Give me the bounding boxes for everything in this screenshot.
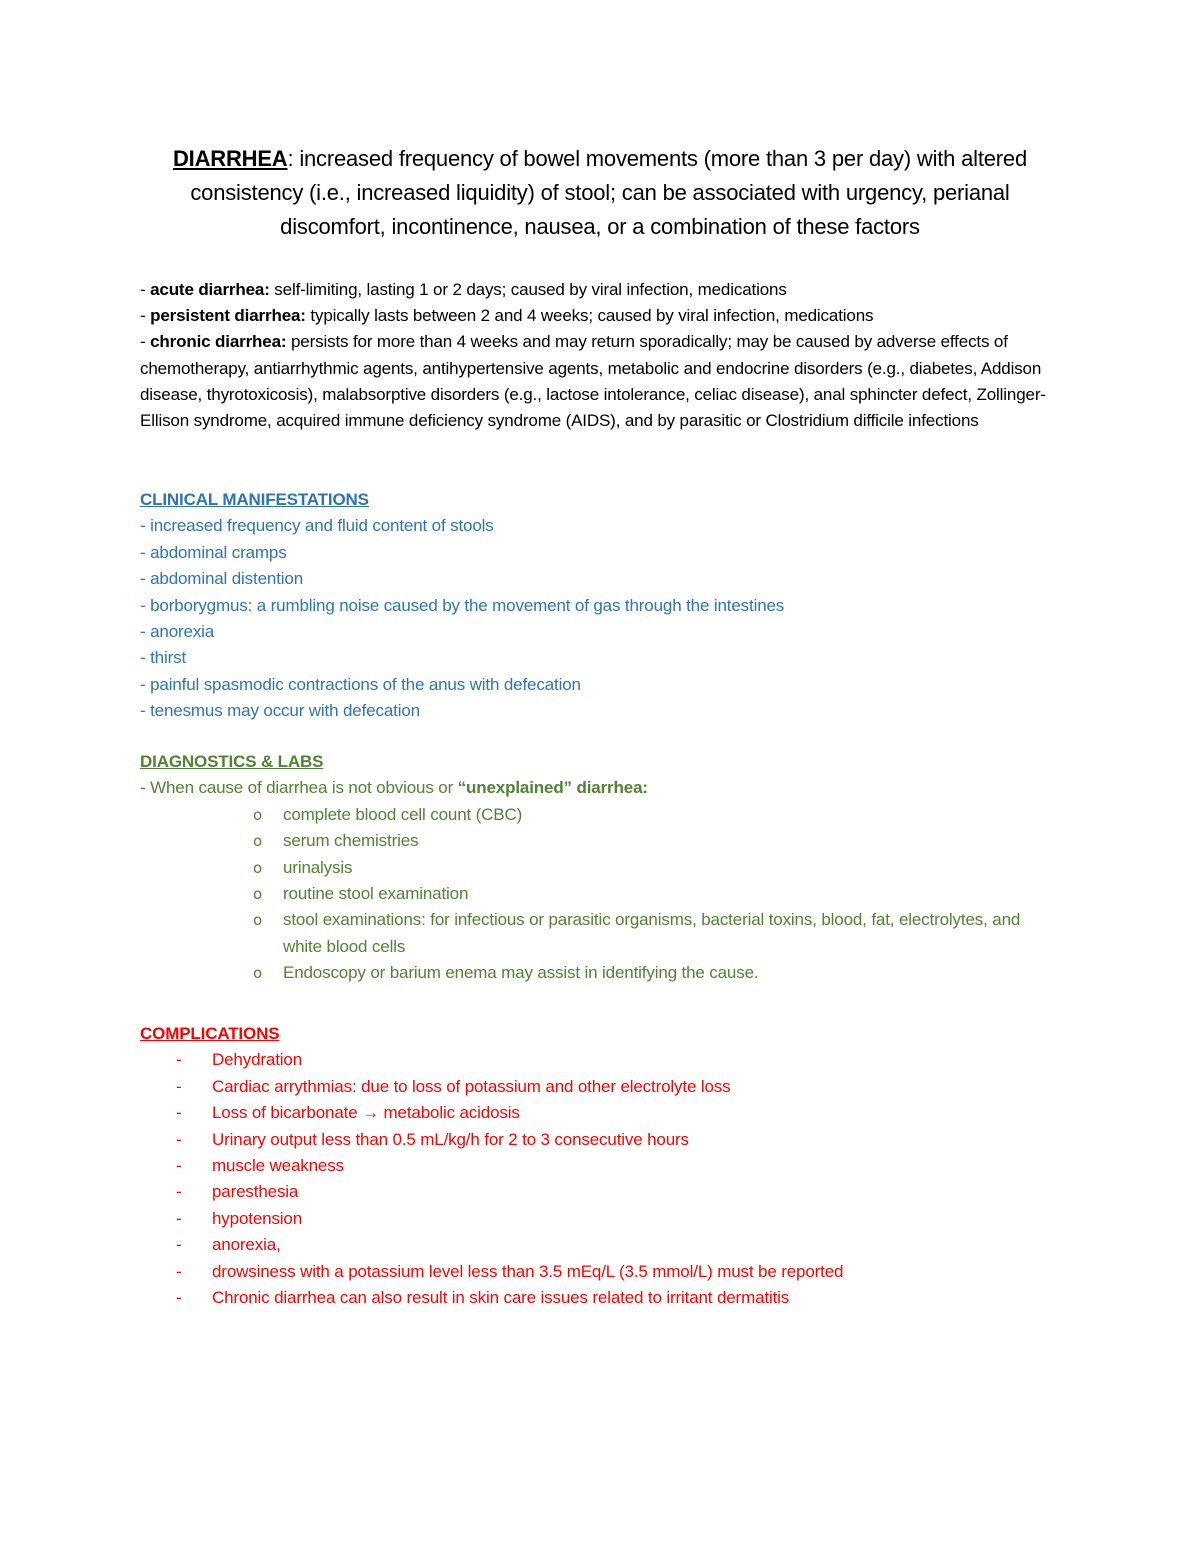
list-item-text: drowsiness with a potassium level less than 3.5 mEq/L (3.5 mmol/L) must be reported [212,1261,844,1281]
clinical-manifestations-section [140,487,1080,725]
type-text: typically lasts between 2 and 4 weeks; caused by viral infection, medications [305,306,874,326]
list-item [140,1127,1080,1153]
list-item [140,1047,1080,1073]
list-item: - borborygmus: a rumbling noise caused by the movement of gas through the intestines [140,595,785,615]
list-item: - abdominal distention [140,569,304,589]
type-dash: - [140,280,151,299]
list-item-text: Cardiac arrythmias: due to loss of potassium and other electrolyte loss [212,1076,731,1096]
list-item-text: Loss of bicarbonate → metabolic acidosis [212,1103,520,1123]
list-item [140,881,1063,907]
list-item-text: Urinary output less than 0.5 mL/kg/h for 2 to 3 consecutive hours [212,1129,689,1149]
list-item-text: hypotension [212,1208,303,1228]
list-item-text: paresthesia [212,1182,299,1202]
list-item-text: routine stool examination [283,884,469,904]
title-term: DIARRHEA [172,146,288,171]
type-item-chronic [140,329,1070,434]
bullet-icon: o [253,805,263,824]
dash-icon: - [176,1208,182,1228]
list-item [140,1206,1080,1232]
bullet-icon: o [253,858,263,877]
dash-icon: - [176,1261,182,1281]
complications-section [140,1021,1080,1311]
list-item [140,1259,1080,1285]
type-item-persistent [140,303,1070,329]
list-item-text: muscle weakness [212,1156,344,1176]
list-item: - abdominal cramps [140,542,287,562]
list-item-text: Endoscopy or barium enema may assist in identifying the cause. [283,963,759,983]
bullet-icon: o [253,832,263,851]
list-item-text: stool examinations: for infectious or parasitic organisms, bacterial toxins, blood, fat, electrolytes, and white blood cells [283,910,1021,956]
list-item [140,828,1063,854]
list-item [140,855,1063,881]
intro-text: - When cause of diarrhea is not obvious or [140,778,458,798]
diagnostics-intro [140,775,1080,801]
dash-icon: - [176,1103,182,1123]
type-dash: - [140,332,151,352]
clinical-heading: CLINICAL MANIFESTATIONS [140,490,369,509]
list-item-text: Chronic diarrhea can also result in skin care issues related to irritant dermatitis [212,1288,790,1308]
diagnostics-section [140,749,1080,987]
list-item: - anorexia [140,622,215,642]
type-dash: - [140,306,151,326]
list-item [140,1285,1080,1311]
diarrhea-types [140,277,1070,434]
list-item-text: complete blood cell count (CBC) [283,804,523,824]
list-item: - painful spasmodic contractions of the anus with defecation [140,674,581,694]
type-label: acute diarrhea: [150,280,270,299]
list-item-text: urinalysis [283,857,353,877]
intro-bold: “unexplained” diarrhea: [457,778,648,798]
list-item-text: anorexia, [212,1235,281,1255]
type-label: persistent diarrhea: [150,306,306,326]
list-item [140,1100,1080,1126]
list-item [140,1179,1080,1205]
type-label: chronic diarrhea: [150,332,287,352]
list-item [140,1074,1080,1100]
complications-heading: COMPLICATIONS [140,1024,280,1043]
list-item: - increased frequency and fluid content of stools [140,516,494,536]
type-item-acute [140,277,1070,303]
dash-icon: - [176,1288,182,1308]
bullet-icon: o [253,885,263,904]
dash-icon: - [176,1076,182,1096]
list-item [140,1153,1080,1179]
list-item: - tenesmus may occur with defecation [140,701,420,721]
dash-icon: - [176,1156,182,1176]
page-title [140,142,1060,244]
dash-icon: - [176,1129,182,1149]
list-item-text: Dehydration [212,1050,303,1070]
diagnostics-heading: DIAGNOSTICS & LABS [140,752,324,771]
list-item [140,1232,1080,1258]
list-item [140,802,1063,828]
bullet-icon: o [253,964,263,983]
type-text: persists for more than 4 weeks and may return sporadically; may be caused by adverse effects of chemotherapy, antiarrhythmic agents, antihypertensive agents, metabolic and endocrine disorders (e.g., diabetes, Addison disease, thyrotoxicosis), malabsorptive disorders (e.g., lactose intolerance, celiac disease), anal sphincter defect, Zollinger-Ellison syndrome, acquired immune deficiency syndrome (AIDS), and by parasitic or Clostridium difficile infections [140,332,1046,431]
list-item: - thirst [140,648,187,668]
bullet-icon: o [253,911,263,930]
list-item [140,960,1063,986]
dash-icon: - [176,1182,182,1202]
list-item [140,907,1063,960]
dash-icon: - [176,1050,182,1070]
type-text: self-limiting, lasting 1 or 2 days; caused by viral infection, medications [269,280,787,299]
title-definition: : increased frequency of bowel movements (more than 3 per day) with altered consistency (i.e., increased liquidity) of stool; can be associated with urgency, perianal discomfort, incontinence, nausea, or a combination of these factors [190,146,1027,239]
dash-icon: - [176,1235,182,1255]
list-item-text: serum chemistries [283,831,419,851]
